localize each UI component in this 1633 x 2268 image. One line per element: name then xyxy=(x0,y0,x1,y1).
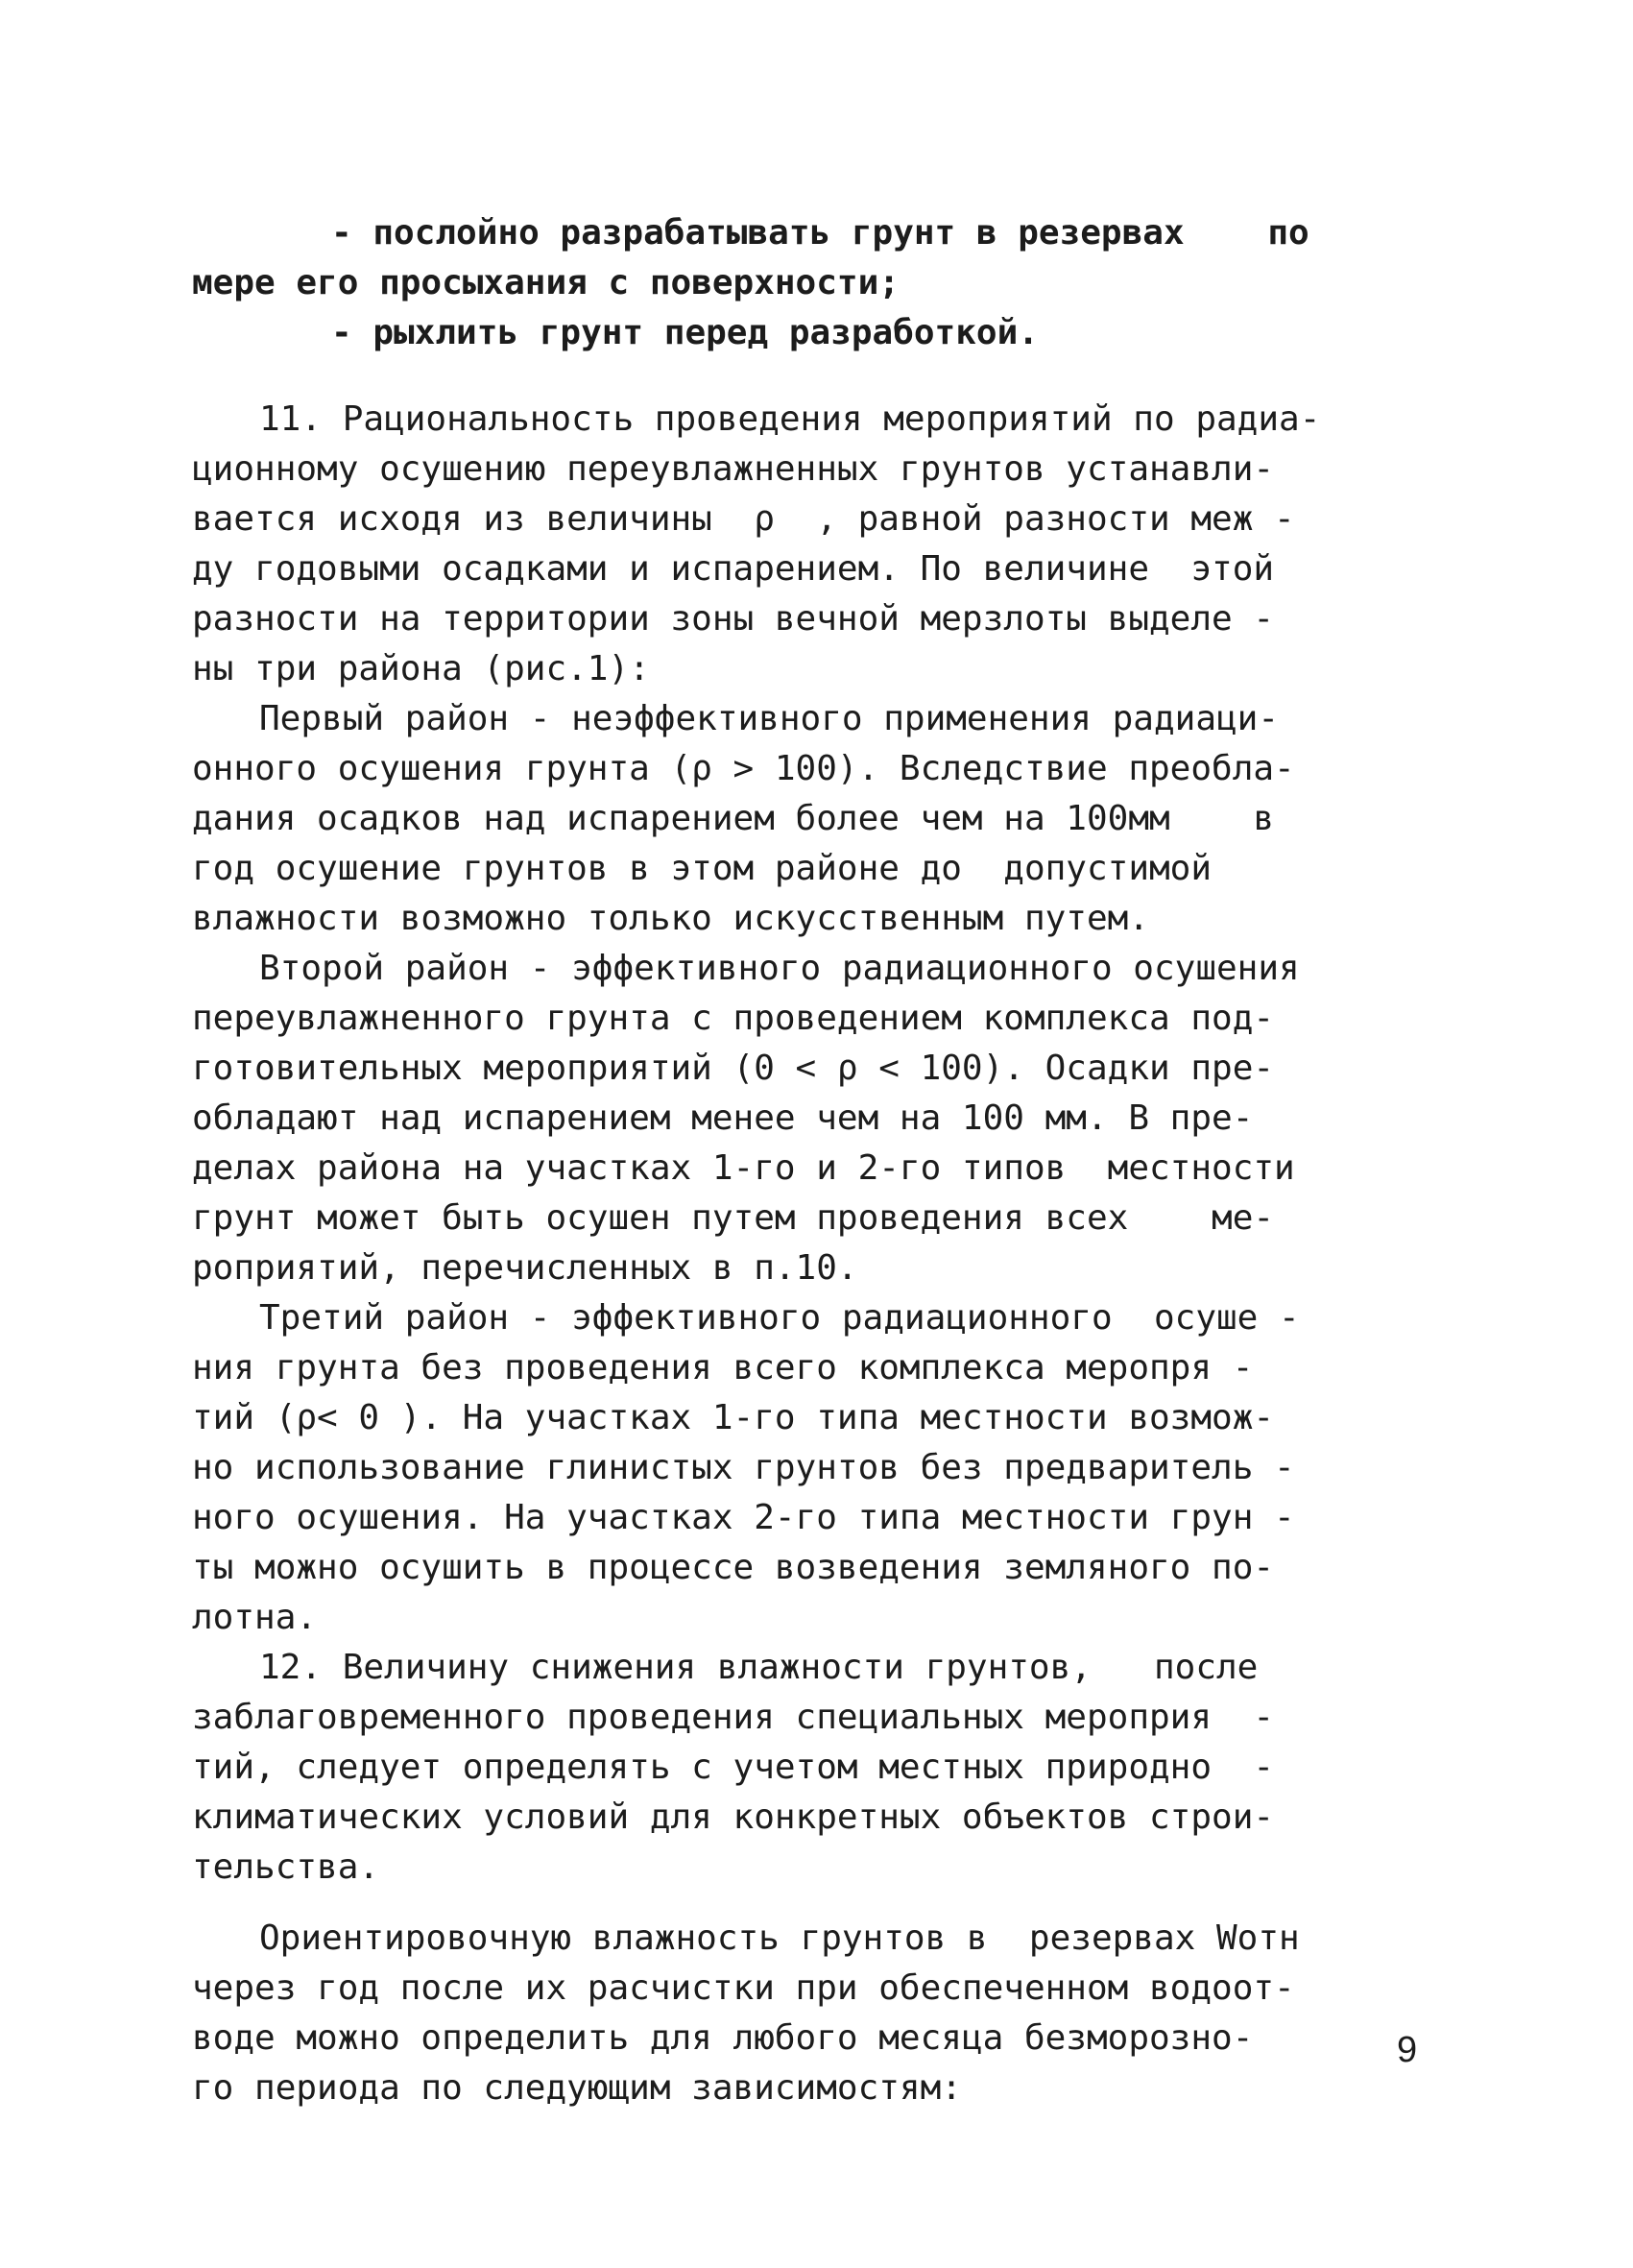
text-line: тий, следует определять с учетом местных природно - xyxy=(192,1748,1275,1787)
text-line: ния грунта без проведения всего комплекса меропря - xyxy=(192,1348,1254,1387)
text-line: дания осадков над испарением более чем на 100мм в xyxy=(192,799,1275,838)
text-line: - послойно разрабатывать грунт в резервах по xyxy=(331,213,1309,253)
text-line: - рыхлить грунт перед разработкой. xyxy=(331,313,1039,352)
text-line: ного осушения. На участках 2-го типа местности грун - xyxy=(192,1498,1295,1537)
text-line: влажности возможно только искусственным путем. xyxy=(192,899,1149,938)
text-line: готовительных мероприятий (0 < ρ < 100). Осадки пре- xyxy=(192,1049,1275,1088)
text-line: вается исходя из величины ρ , равной разности меж - xyxy=(192,499,1295,539)
text-line: делах района на участках 1-го и 2-го типов местности xyxy=(192,1148,1295,1188)
text-line: го периода по следующим зависимостям: xyxy=(192,2068,962,2108)
text-line: обладают над испарением менее чем на 100 мм. В пре- xyxy=(192,1098,1254,1138)
text-line: ны три района (рис.1): xyxy=(192,649,650,688)
text-line: но использование глинистых грунтов без предваритель - xyxy=(192,1448,1295,1487)
text-line: лотна. xyxy=(192,1598,318,1637)
text-line: тий (ρ< 0 ). На участках 1-го типа местности возмож- xyxy=(192,1398,1275,1437)
text-line: разности на территории зоны вечной мерзлоты выделе - xyxy=(192,599,1275,639)
text-line: воде можно определить для любого месяца безморозно- xyxy=(192,2018,1254,2058)
text-line: онного осушения грунта (ρ > 100). Вследствие преобла- xyxy=(192,749,1295,788)
text-line: переувлажненного грунта с проведением комплекса под- xyxy=(192,999,1275,1038)
text-line: тельства. xyxy=(192,1847,380,1887)
text-line: год осушение грунтов в этом районе до допустимой xyxy=(192,849,1213,888)
text-line: ты можно осушить в процессе возведения земляного по- xyxy=(192,1548,1275,1587)
body-text xyxy=(192,209,1450,2112)
text-line: Первый район - неэффективного применения радиаци- xyxy=(259,699,1280,738)
text-line: Третий район - эффективного радиационного осуше - xyxy=(259,1298,1300,1338)
text-line: через год после их расчистки при обеспеченном водоот- xyxy=(192,1968,1295,2008)
text-line: роприятий, перечисленных в п.10. xyxy=(192,1248,858,1288)
text-line: ду годовыми осадками и испарением. По величине этой xyxy=(192,549,1275,589)
text-line: Второй район - эффективного радиационного осушения xyxy=(259,949,1300,988)
page-number: 9 xyxy=(1397,2030,1418,2070)
text-line: грунт может быть осушен путем проведения всех ме- xyxy=(192,1198,1275,1238)
text-line: заблаговременного проведения специальных мероприя - xyxy=(192,1698,1275,1737)
text-line: 11. Рациональность проведения мероприятий по радиа- xyxy=(259,399,1321,439)
text-line: мере его просыхания с поверхности; xyxy=(192,263,900,302)
text-line: 12. Величину снижения влажности грунтов, после xyxy=(259,1648,1259,1687)
text-line: Ориентировочную влажность грунтов в резервах Wотн xyxy=(259,1918,1300,1958)
text-line: ционному осушению переувлажненных грунтов устанавли- xyxy=(192,449,1275,489)
text-line: климатических условий для конкретных объектов строи- xyxy=(192,1798,1275,1837)
